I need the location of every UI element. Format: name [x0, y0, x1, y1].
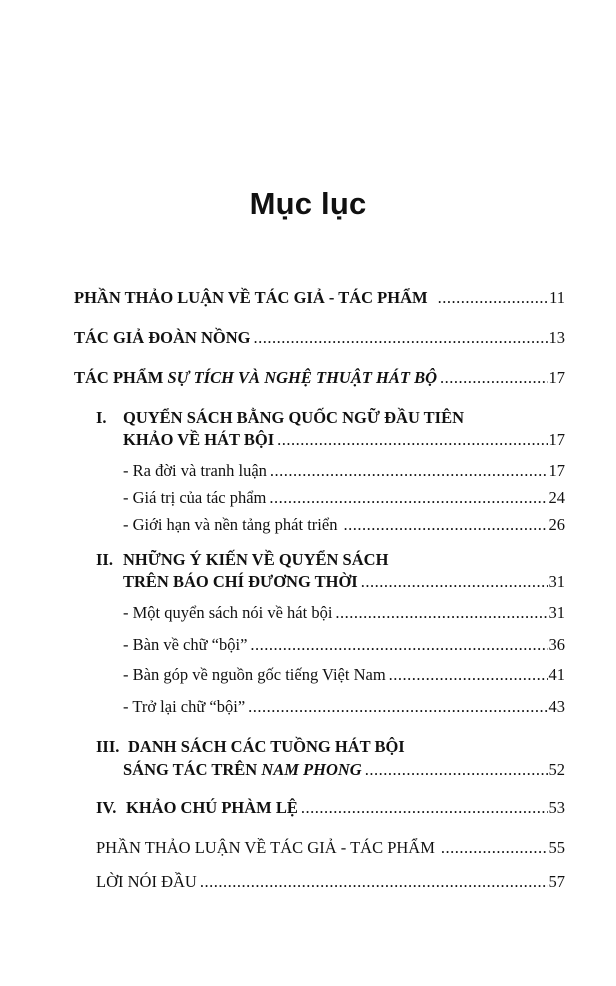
toc-entry-page: 31: [548, 572, 565, 591]
toc-entry-label: - Giá trị của tác phẩm: [123, 488, 267, 507]
leader-dots: [343, 515, 547, 535]
section-title-line1[interactable]: QUYỂN SÁCH BẰNG QUỐC NGỮ ĐẦU TIÊN: [123, 408, 465, 427]
toc-entry-s2a[interactable]: [123, 603, 565, 623]
toc-entry-s1b[interactable]: [123, 488, 565, 508]
toc-entry-label: KHẢO CHÚ PHÀM LỆ: [126, 798, 298, 817]
leader-dots: [438, 288, 549, 308]
toc-entry-label: TRÊN BÁO CHÍ ĐƯƠNG THỜI: [123, 572, 358, 591]
toc-entry-s1c[interactable]: [123, 515, 565, 535]
toc-entry-s2[interactable]: [123, 572, 565, 592]
label-italic: SỰ TÍCH VÀ NGHỆ THUẬT HÁT BỘ: [167, 368, 437, 387]
leader-dots: [361, 572, 548, 592]
toc-entry-s2b[interactable]: [123, 635, 565, 655]
toc-entry-s2c[interactable]: [123, 665, 565, 685]
toc-entry-page: 36: [548, 635, 565, 654]
section-title-line1[interactable]: DANH SÁCH CÁC TUỒNG HÁT BỘI: [128, 737, 405, 756]
toc-entry-work[interactable]: [74, 368, 565, 388]
leader-dots: [250, 635, 547, 655]
label-prefix: TÁC PHẨM: [74, 368, 168, 387]
toc-entry-label: PHẦN THẢO LUẬN VỀ TÁC GIẢ - TÁC PHẨM: [96, 838, 435, 857]
toc-entry-page: 13: [548, 328, 565, 347]
section-title-line1[interactable]: NHỮNG Ý KIẾN VỀ QUYỂN SÁCH: [123, 550, 389, 569]
label-italic: NAM PHONG: [261, 760, 362, 779]
leader-dots: [200, 872, 548, 892]
toc-entry-s4[interactable]: [126, 798, 565, 818]
leader-dots: [301, 798, 548, 818]
section-number: IV.: [96, 798, 117, 817]
toc-entry-label: PHẦN THẢO LUẬN VỀ TÁC GIẢ - TÁC PHẨM: [74, 288, 428, 307]
toc-entry-page: 31: [548, 603, 565, 622]
toc-entry-label: KHẢO VỀ HÁT BỘI: [123, 430, 275, 449]
toc-entry-label: - Bàn góp về nguồn gốc tiếng Việt Nam: [123, 665, 386, 684]
toc-entry-page: 11: [549, 288, 565, 307]
toc-entry-label: - Ra đời và tranh luận: [123, 461, 267, 480]
toc-entry-page: 55: [548, 838, 565, 857]
toc-entry-s1[interactable]: [123, 430, 565, 450]
toc-entry-label: TÁC GIẢ ĐOÀN NỒNG: [74, 328, 251, 347]
toc-entry-author[interactable]: [74, 328, 565, 348]
leader-dots: [248, 697, 547, 717]
toc-entry-page: 24: [548, 488, 565, 507]
leader-dots: [335, 603, 547, 623]
toc-entry-label: LỜI NÓI ĐẦU: [96, 872, 197, 891]
leader-dots: [441, 838, 548, 858]
toc-entry-part2[interactable]: [96, 838, 565, 858]
section-number: I.: [96, 408, 107, 427]
toc-entry-page: 52: [548, 760, 565, 779]
toc-entry-page: 57: [548, 872, 565, 891]
toc-entry-label: - Một quyển sách nói về hát bội: [123, 603, 333, 622]
toc-entry-page: 17: [548, 461, 565, 480]
toc-entry-page: 17: [548, 368, 565, 387]
toc-entry-label: - Bàn về chữ “bội”: [123, 635, 248, 654]
toc-entry-preface[interactable]: [96, 872, 565, 892]
section-number: II.: [96, 550, 113, 569]
page-title: Mục lục: [249, 186, 367, 221]
toc-entry-page: 41: [548, 665, 565, 684]
leader-dots: [270, 461, 548, 481]
toc-entry-s2d[interactable]: [123, 697, 565, 717]
toc-entry-label: [74, 368, 437, 388]
toc-entry-page: 43: [548, 697, 565, 716]
toc-entry-page: 17: [548, 430, 565, 449]
toc-entry-s3[interactable]: [123, 760, 565, 780]
toc-entry-label: [123, 760, 362, 780]
toc-entry-label: - Giới hạn và nền tảng phát triển: [123, 515, 338, 534]
label-prefix: SÁNG TÁC TRÊN: [123, 760, 262, 779]
toc-entry-page: 26: [548, 515, 565, 534]
leader-dots: [253, 328, 547, 348]
leader-dots: [365, 760, 548, 780]
leader-dots: [277, 430, 547, 450]
toc-entry-page: 53: [548, 798, 565, 817]
section-number: III.: [96, 737, 120, 756]
toc-entry-label: - Trở lại chữ “bội”: [123, 697, 246, 716]
leader-dots: [269, 488, 547, 508]
leader-dots: [440, 368, 548, 388]
toc-entry-part1[interactable]: [74, 288, 565, 308]
leader-dots: [389, 665, 548, 685]
toc-entry-s1a[interactable]: [123, 461, 565, 481]
